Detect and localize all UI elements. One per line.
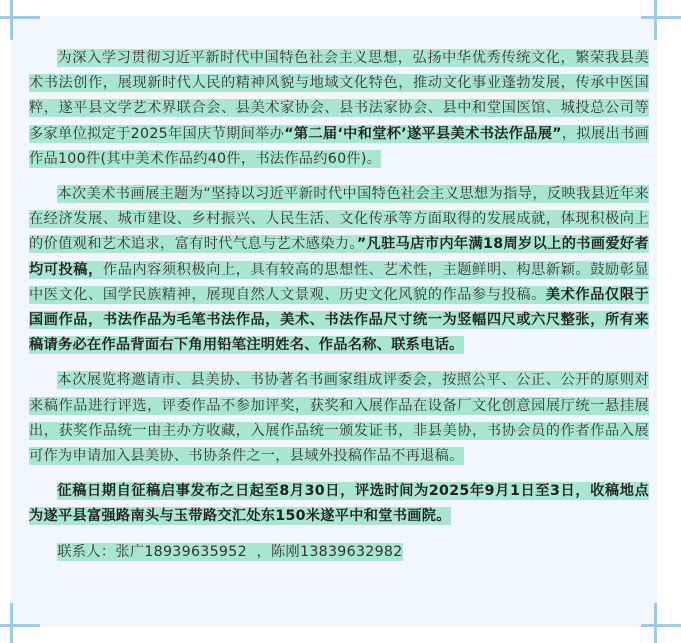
corner-mark-top-left bbox=[0, 16, 40, 19]
paragraph-contacts bbox=[29, 540, 649, 565]
corner-mark-top-right-vertical bbox=[654, 0, 657, 40]
content-requirements-text: 作品内容须积极向上，具有较高的思想性、艺术性，主题鲜明、构思新颖。鼓励彰显中医文化、国学民族精神，展现自然人文景观、历史文化风貌的作品参与投稿。 bbox=[29, 261, 649, 303]
eligibility-text: ”凡驻马店市内年满18周岁以上的书画爱好者均可投稿， bbox=[29, 236, 649, 278]
article-body bbox=[29, 46, 649, 575]
corner-mark-bottom-right bbox=[641, 624, 681, 627]
paragraph-intro bbox=[29, 46, 649, 172]
deadline-text: 征稿日期自征稿启事发布之日起至8月30日，评选时间为2025年9月1日至3日，收稿地点为遂平县富强路南头与玉带路交汇处东150米遂平中和堂书画院。 bbox=[29, 483, 649, 525]
paragraph-theme bbox=[29, 182, 649, 358]
corner-mark-bottom-left-vertical bbox=[10, 603, 13, 643]
corner-mark-top-left-vertical bbox=[10, 0, 13, 40]
paragraph-judging bbox=[29, 368, 649, 469]
corner-mark-bottom-right-vertical bbox=[654, 603, 657, 643]
theme-text: 本次美术书画展主题为“坚持以习近平新时代中国特色社会主义思想为指导，反映我县近年来在经济发展、城市建设、乡村振兴、人民生活、文化传承等方面取得的发展成就，体现积极向上的价值观和艺术追求，富有时代气息与艺术感染力。 bbox=[29, 186, 649, 253]
paragraph-deadline bbox=[29, 479, 649, 529]
judging-text: 本次展览将邀请市、县美协、书协著名书画家组成评委会，按照公平、公正、公开的原则对来稿作品进行评选，评委作品不参加评奖，获奖和入展作品在设备厂文化创意园展厅统一悬挂展出，获奖作品统一由主办方收藏，入展作品统一颁发证书，非县美协，书协会员的作者作品入展可作为申请加入县美协、书协条件之一，县域外投稿作品不再退稿。 bbox=[29, 372, 649, 465]
intro-text-end: ，拟展出书画作品100件(其中美术作品约40件，书法作品约60件)。 bbox=[29, 125, 649, 167]
corner-mark-top-right bbox=[641, 16, 681, 19]
intro-text: 为深入学习贯彻习近平新时代中国特色社会主义思想，弘扬中华优秀传统文化，繁荣我县美术书法创作，展现新时代人民的精神风貌与地域文化特色，推动文化事业蓬勃发展，传承中医国粹，遂平县文学艺术界联合会、县美术家协会、县书法家协会、县中和堂国医馆、城投总公司等多家单位拟定于2025年国庆节期间举办 bbox=[29, 50, 649, 142]
exhibition-name: “第二届‘中和堂杯’遂平县美术书法作品展” bbox=[284, 125, 562, 142]
corner-mark-bottom-left bbox=[0, 624, 40, 627]
format-requirements-text: 美术作品仅限于国画作品，书法作品为毛笔书法作品，美术、书法作品尺寸统一为竖幅四尺或六尺整张，所有来稿请务必在作品背面右下角用铅笔注明姓名、作品名称、联系电话。 bbox=[29, 286, 649, 354]
contacts-text: 联系人：张广18939635952 ，陈刚13839632982 bbox=[57, 543, 403, 560]
